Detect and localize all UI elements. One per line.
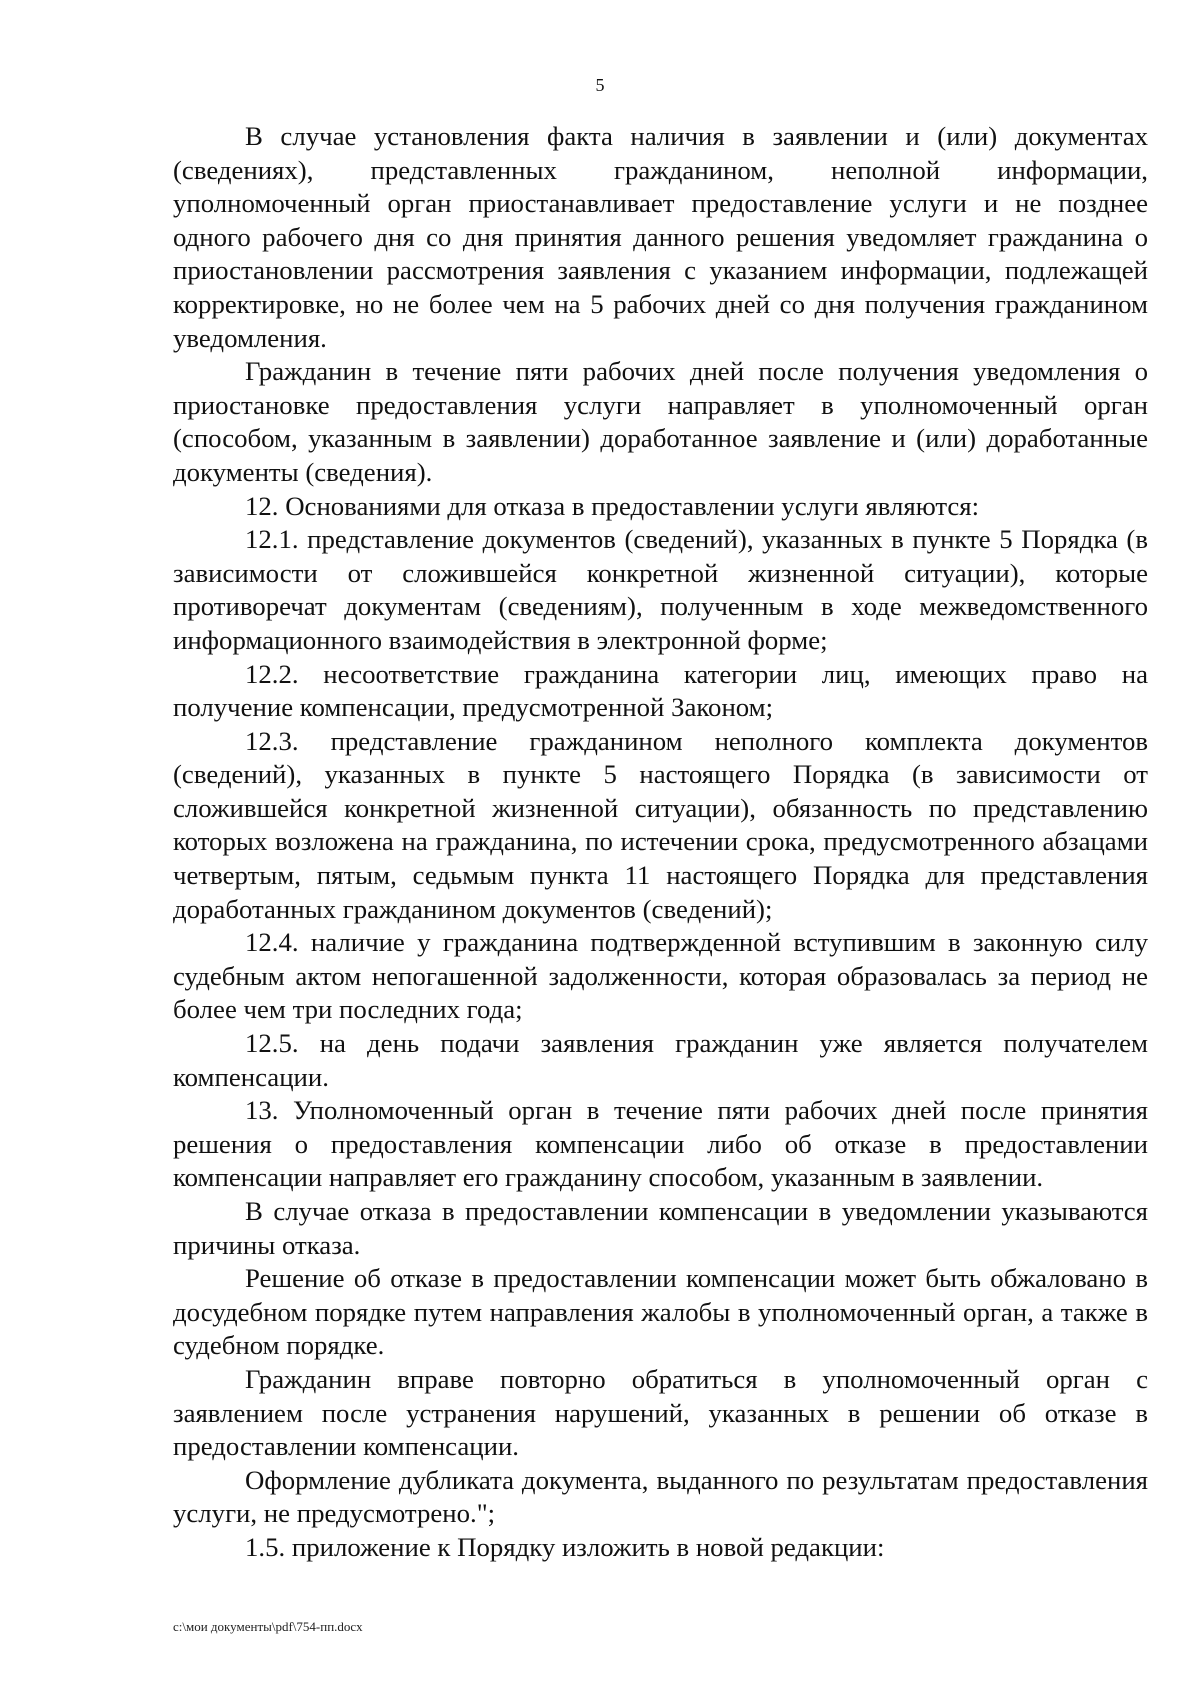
paragraph-12-5: 12.5. на день подачи заявления гражданин уже является получателем компенсации. bbox=[173, 1028, 1148, 1092]
paragraph-12-3: 12.3. представление гражданином неполного комплекта документов (сведений), указанных в пункте 5 настоящего Порядка (в зависимости от сложившейся конкретной жизненной ситуации), обязанность по представлению которых возложена на гражданина, по истечении срока, предусмотренного абзацами четвертым, пятым, седьмым пункта 11 настоящего Порядка для представления доработанных гражданином документов (сведений); bbox=[173, 725, 1148, 924]
paragraph-reapply: Гражданин вправе повторно обратиться в уполномоченный орган с заявлением после устранения нарушений, указанных в решении об отказе в предоставлении компенсации. bbox=[173, 1363, 1148, 1462]
paragraph-12-2: 12.2. несоответствие гражданина категории лиц, имеющих право на получение компенсации, предусмотренной Законом; bbox=[173, 658, 1148, 723]
document-body bbox=[173, 120, 1148, 1565]
paragraph-1-5: 1.5. приложение к Порядку изложить в новой редакции: bbox=[245, 1531, 885, 1562]
paragraph-appeal: Решение об отказе в предоставлении компенсации может быть обжаловано в досудебном порядке путем направления жалобы в уполномоченный орган, а также в судебном порядке. bbox=[173, 1263, 1148, 1361]
paragraph-duplicate: Оформление дубликата документа, выданного по результатам предоставления услуги, не предусмотрено."; bbox=[173, 1464, 1148, 1529]
paragraph-resubmission: Гражданин в течение пяти рабочих дней после получения уведомления о приостановке предоставления услуги направляет в уполномоченный орган (способом, указанным в заявлении) доработанное заявление и (или) доработанные документы (сведения). bbox=[173, 356, 1148, 487]
paragraph-12-4: 12.4. наличие у гражданина подтвержденной вступившим в законную силу судебным актом непогашенной задолженности, которая образовалась за период не более чем три последних года; bbox=[173, 927, 1148, 1025]
paragraph-refusal-reasons: В случае отказа в предоставлении компенсации в уведомлении указываются причины отказа. bbox=[173, 1196, 1148, 1260]
paragraph-suspension-notice: В случае установления факта наличия в заявлении и (или) документах (сведениях), представленных гражданином, неполной информации, уполномоченный орган приостанавливает предоставление услуги и не позднее одного рабочего дня со дня принятия данного решения уведомляет гражданина о приостановлении рассмотрения заявления с указанием информации, подлежащей корректировке, но не более чем на 5 рабочих дней со дня получения гражданином уведомления. bbox=[173, 121, 1148, 353]
paragraph-12-grounds: 12. Основаниями для отказа в предоставлении услуги являются: bbox=[245, 490, 980, 521]
footer-file-path: c:\мои документы\pdf\754-пп.docx bbox=[173, 1619, 363, 1634]
paragraph-13: 13. Уполномоченный орган в течение пяти рабочих дней после принятия решения о предоставления компенсации либо об отказе в предоставлении компенсации направляет его гражданину способом, указанным в заявлении. bbox=[173, 1095, 1148, 1193]
page-number: 5 bbox=[595, 75, 605, 95]
paragraph-12-1: 12.1. представление документов (сведений), указанных в пункте 5 Порядка (в зависимости от сложившейся конкретной жизненной ситуации), которые противоречат документам (сведениям), полученным в ходе межведомственного информационного взаимодействия в электронной форме; bbox=[173, 524, 1148, 655]
